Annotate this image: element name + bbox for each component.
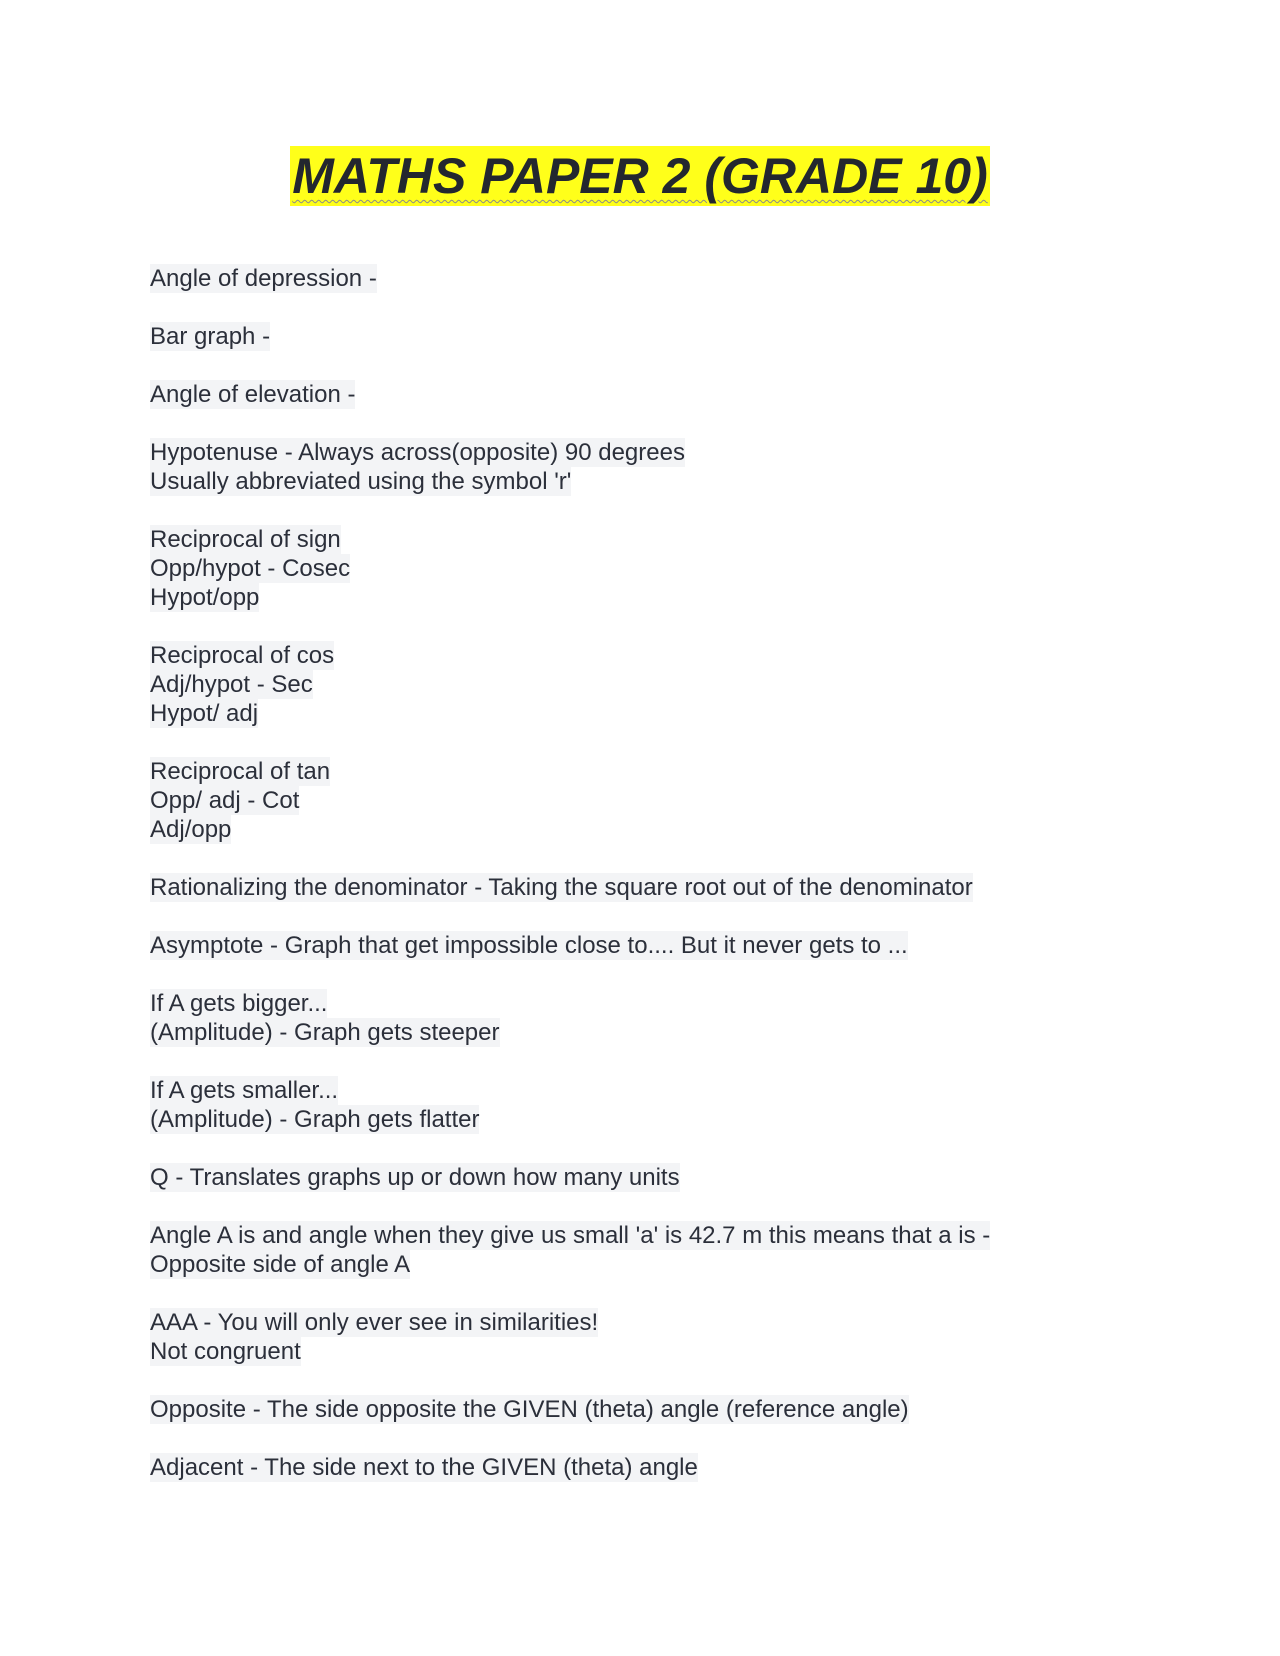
note-line (150, 1221, 1150, 1250)
note-line-text: Opp/hypot - Cosec (150, 555, 351, 582)
note-line-text: Hypot/opp (150, 584, 260, 611)
note-line (150, 1105, 1150, 1134)
note-line-text: Opposite - The side opposite the GIVEN (theta) angle (reference angle) (150, 1396, 909, 1423)
note-line-text: Usually abbreviated using the symbol 'r' (150, 468, 572, 495)
note-line-text: Reciprocal of cos (150, 642, 335, 669)
note-line (150, 264, 1150, 293)
note-line (150, 1337, 1150, 1366)
note-line (150, 1395, 1150, 1424)
note-line-text: Angle A is and angle when they give us small 'a' is 42.7 m this means that a is - (150, 1222, 991, 1249)
note-entry (150, 931, 1150, 960)
note-entry (150, 380, 1150, 409)
note-entry (150, 525, 1150, 612)
note-entry (150, 641, 1150, 728)
note-line-text: AAA - You will only ever see in similarities! (150, 1309, 599, 1336)
note-line-text: Asymptote - Graph that get impossible close to.... But it never gets to ... (150, 932, 908, 959)
note-line (150, 554, 1150, 583)
note-line-text: If A gets smaller... (150, 1077, 339, 1104)
note-line-text: Adj/opp (150, 816, 232, 843)
note-line-text: Adj/hypot - Sec (150, 671, 313, 698)
note-entry (150, 438, 1150, 496)
note-line (150, 438, 1150, 467)
note-line (150, 467, 1150, 496)
note-line (150, 641, 1150, 670)
note-line (150, 931, 1150, 960)
note-entry (150, 1453, 1150, 1482)
note-line (150, 873, 1150, 902)
note-line-text: Not congruent (150, 1338, 301, 1365)
note-line-text: Opposite side of angle A (150, 1251, 411, 1278)
note-line (150, 1076, 1150, 1105)
note-line-text: Q - Translates graphs up or down how many units (150, 1164, 680, 1191)
notes-list (150, 264, 1150, 1511)
note-entry (150, 757, 1150, 844)
note-entry (150, 1163, 1150, 1192)
note-line-text: (Amplitude) - Graph gets steeper (150, 1019, 500, 1046)
page-title: MATHS PAPER 2 (GRADE 10) (292, 148, 988, 204)
note-line-text: Adjacent - The side next to the GIVEN (theta) angle (150, 1454, 698, 1481)
note-line-text: Angle of depression - (150, 265, 377, 292)
note-entry (150, 873, 1150, 902)
note-entry (150, 264, 1150, 293)
note-entry (150, 322, 1150, 351)
note-line-text: Rationalizing the denominator - Taking the square root out of the denominator (150, 874, 973, 901)
note-line (150, 322, 1150, 351)
note-line-text: Opp/ adj - Cot (150, 787, 300, 814)
note-line (150, 699, 1150, 728)
note-line-text: Angle of elevation - (150, 381, 356, 408)
note-line-text: If A gets bigger... (150, 990, 328, 1017)
note-line (150, 583, 1150, 612)
note-line-text: Bar graph - (150, 323, 271, 350)
note-line (150, 786, 1150, 815)
note-line (150, 757, 1150, 786)
title-container (0, 146, 1280, 206)
note-entry (150, 989, 1150, 1047)
note-line (150, 1018, 1150, 1047)
note-line (150, 1163, 1150, 1192)
note-entry (150, 1221, 1150, 1279)
note-line (150, 670, 1150, 699)
note-line (150, 380, 1150, 409)
note-line-text: Hypot/ adj (150, 700, 259, 727)
note-line-text: Reciprocal of tan (150, 758, 331, 785)
note-line (150, 1453, 1150, 1482)
note-entry (150, 1076, 1150, 1134)
note-entry (150, 1308, 1150, 1366)
note-line (150, 1308, 1150, 1337)
note-entry (150, 1395, 1150, 1424)
note-line-text: (Amplitude) - Graph gets flatter (150, 1106, 480, 1133)
note-line (150, 989, 1150, 1018)
note-line (150, 1250, 1150, 1279)
note-line-text: Hypotenuse - Always across(opposite) 90 degrees (150, 439, 685, 466)
note-line-text: Reciprocal of sign (150, 526, 341, 553)
note-line (150, 815, 1150, 844)
note-line (150, 525, 1150, 554)
